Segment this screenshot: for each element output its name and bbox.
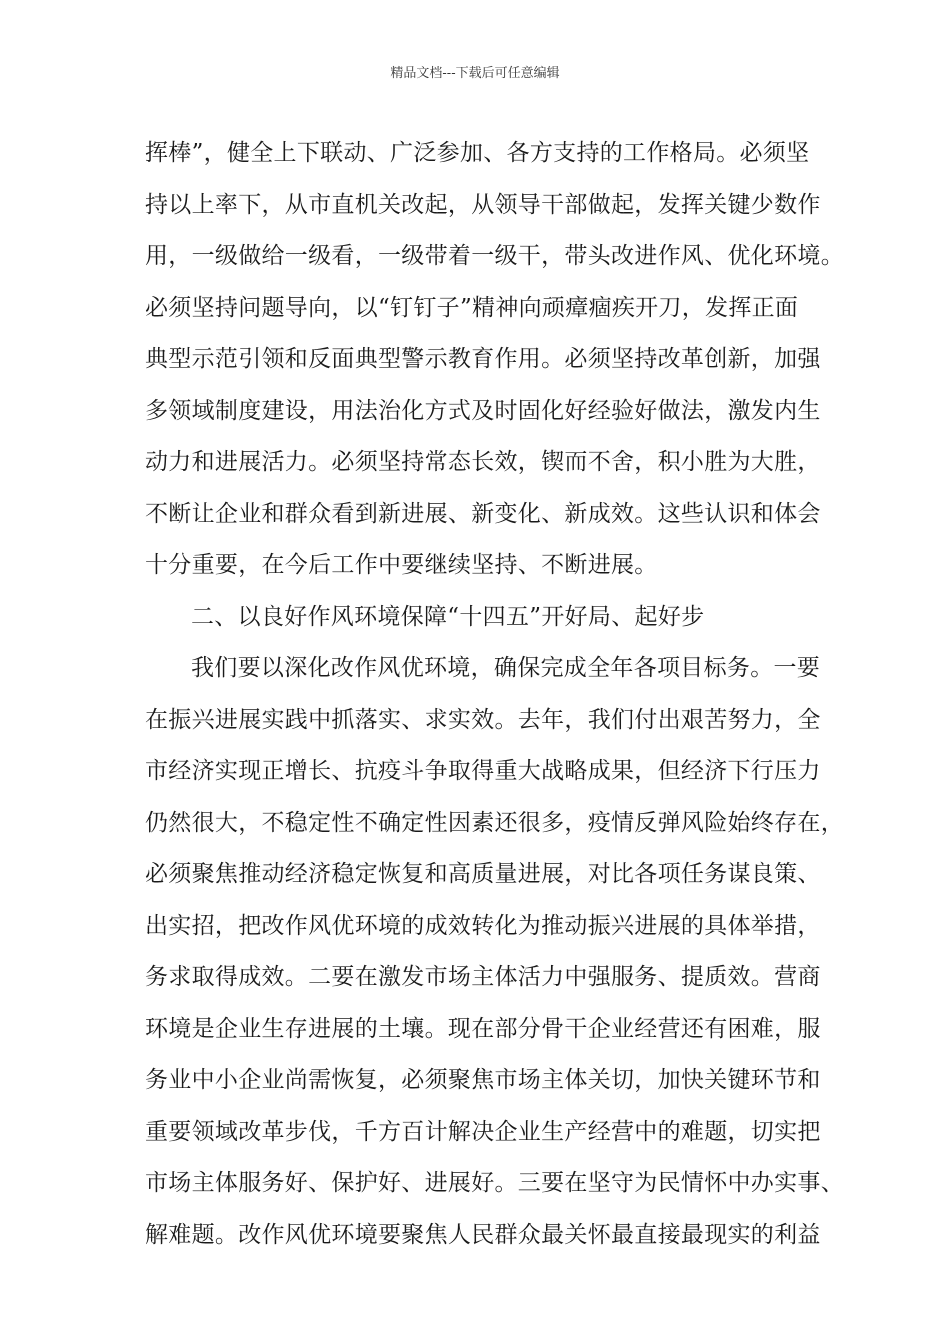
paragraph-start: 我们要以深化改作风优环境，确保完成全年各项目标务。一要 <box>191 655 821 681</box>
text-line: 市场主体服务好、保护好、进展好。三要在坚守为民情怀中办实事、 <box>145 1170 844 1196</box>
text-line: 用，一级做给一级看，一级带着一级干，带头改进作风、优化环境。 <box>145 243 844 269</box>
text-line: 市经济实现正增长、抗疫斗争取得重大战略成果，但经济下行压力 <box>145 758 821 784</box>
text-line: 必须坚持问题导向，以“钉钉子”精神向顽瘴痼疾开刀，发挥正面 <box>145 294 799 321</box>
text-line: 在振兴进展实践中抓落实、求实效。去年，我们付出艰苦努力，全 <box>145 706 821 733</box>
text-line: 务业中小企业尚需恢复，必须聚焦市场主体关切，加快关键环节和 <box>145 1067 821 1093</box>
text-line: 持以上率下，从市直机关改起，从领导干部做起，发挥关键少数作 <box>145 191 821 218</box>
text-line: 出实招，把改作风优环境的成效转化为推动振兴进展的具体举措， <box>145 912 821 939</box>
text-line: 务求取得成效。二要在激发市场主体活力中强服务、提质效。营商 <box>145 964 821 990</box>
text-line: 典型示范引领和反面典型警示教育作用。必须坚持改革创新，加强 <box>145 346 821 372</box>
text-line: 环境是企业生存进展的土壤。现在部分骨干企业经营还有困难，服 <box>145 1015 821 1042</box>
text-line: 挥棒”，健全上下联动、广泛参加、各方支持的工作格局。必须坚 <box>145 140 810 166</box>
text-line: 仍然很大，不稳定性不确定性因素还很多，疫情反弹风险始终存在， <box>145 809 844 836</box>
text-line: 十分重要，在今后工作中要继续坚持、不断进展。 <box>145 552 658 578</box>
text-line: 重要领域改革步伐，千方百计解决企业生产经营中的难题，切实把 <box>145 1118 821 1145</box>
text-line: 解难题。改作风优环境要聚焦人民群众最关怀最直接最现实的利益 <box>145 1221 821 1248</box>
document-body <box>145 128 845 1261</box>
text-line: 动力和进展活力。必须坚持常态长效，锲而不舍，积小胜为大胜， <box>145 449 821 475</box>
text-line: 必须聚焦推动经济稳定恢复和高质量进展，对比各项任务谋良策、 <box>145 861 821 887</box>
section-heading: 二、以良好作风环境保障“十四五”开好局、起好步 <box>191 603 705 630</box>
page-header: 精品文档---下载后可任意编辑 <box>390 66 560 81</box>
text-line: 不断让企业和群众看到新进展、新变化、新成效。这些认识和体会 <box>145 500 821 527</box>
text-line: 多领域制度建设，用法治化方式及时固化好经验好做法，激发内生 <box>145 397 821 424</box>
